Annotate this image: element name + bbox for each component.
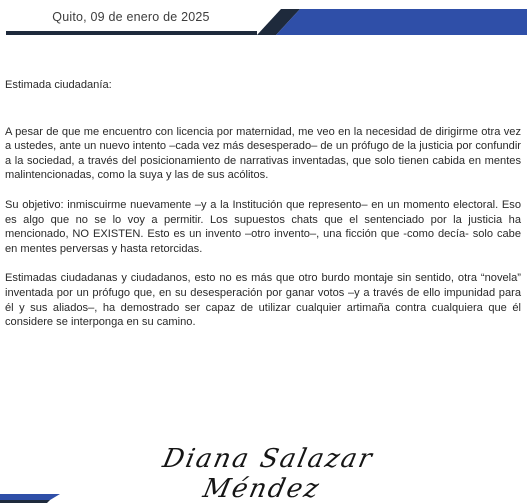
footer-stripe bbox=[0, 488, 527, 503]
letter-body bbox=[5, 78, 521, 345]
header-stripe-blue bbox=[276, 9, 527, 35]
header-stripes bbox=[0, 0, 527, 42]
signature-block bbox=[115, 438, 415, 504]
paragraph-1: A pesar de que me encuentro con licencia por maternidad, me veo en la necesidad de dirigirme otra vez a ustedes, ante un nuevo intento –cada vez más desesperado– de un prófugo de la justicia por confundir a la sociedad, a través del posicionamiento de narrativas inventadas, que solo tienen cabida en mentes malintencionadas, como la suya y las de sus acólitos. bbox=[5, 125, 521, 182]
letter-date: Quito, 09 de enero de 2025 bbox=[52, 10, 210, 24]
paragraph-3: Estimadas ciudadanas y ciudadanos, esto no es más que otro burdo montaje sin sentido, otra “novela” inventada por un prófugo que, en su desesperación por ganar votos –y a través de ello impunidad para él y sus aliados–, ha demostrado ser capaz de utilizar cualquier artimaña contra cualquiera que él considere se interponga en su camino. bbox=[5, 272, 521, 329]
letterhead bbox=[0, 0, 527, 42]
salutation: Estimada ciudadanía: bbox=[5, 79, 112, 91]
signature: Diana Salazar Méndez bbox=[160, 444, 377, 504]
paragraph-2: Su objetivo: inmiscuirme nuevamente –y a la Institución que represento– en un momento electoral. Eso es algo que no se lo voy a permitir. Los supuestos chats que el sentenciado por la justicia ha mencionado, NO EXISTEN. Esto es un invento –otro invento–, una ficción que -como decía- solo cabe en mentes perversas y hasta retorcidas. bbox=[5, 198, 521, 255]
